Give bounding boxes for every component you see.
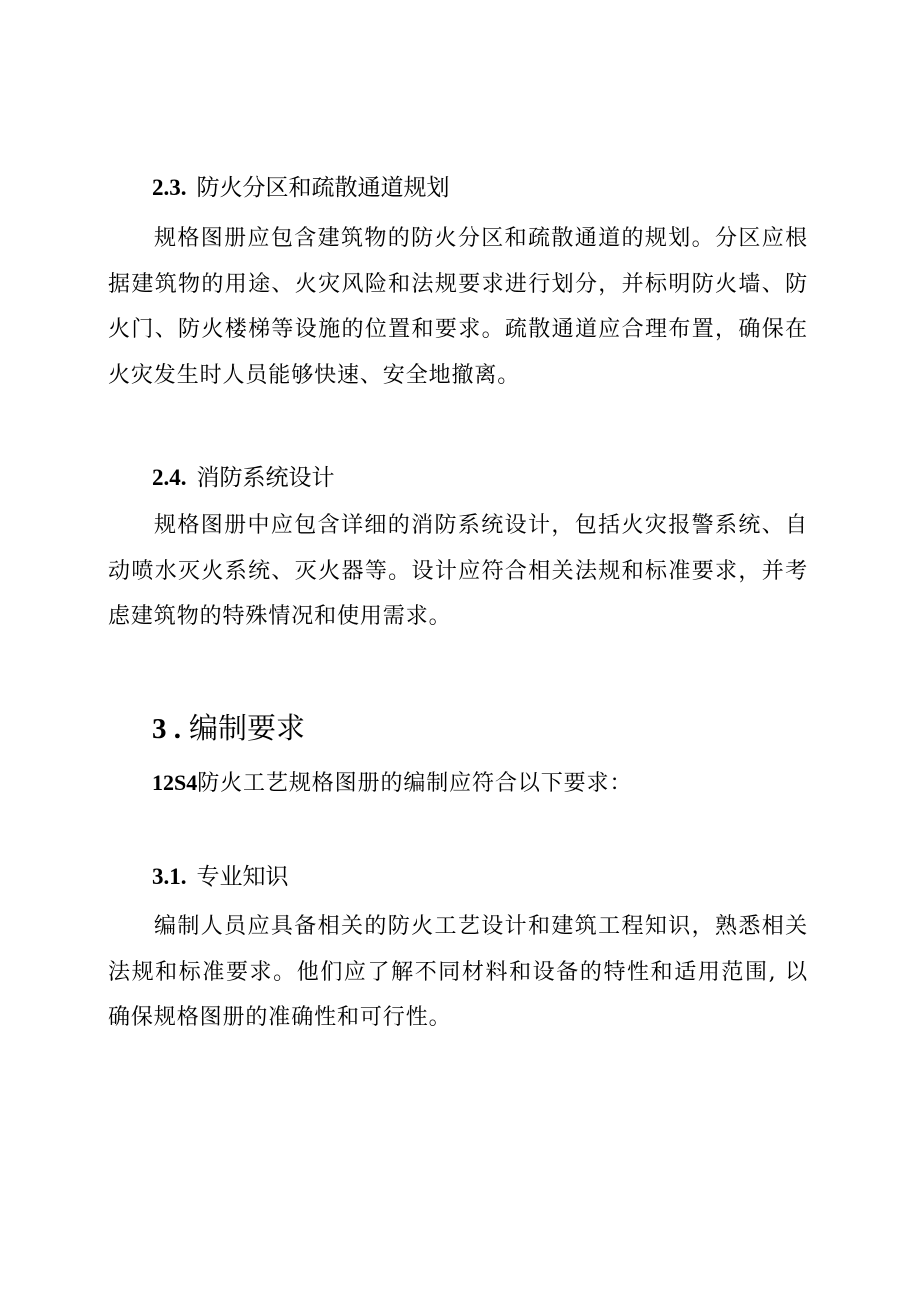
section-3-heading — [152, 710, 305, 747]
section-2-4-body: 规格图册中应包含详细的消防系统设计，包括火灾报警系统、自动喷水灭火系统、灭火器等。设计应符合相关法规和标准要求，并考虑建筑物的特殊情况和使用需求。 — [108, 513, 808, 629]
section-3-intro-text: 防火工艺规格图册的编制应符合以下要求： — [197, 771, 633, 796]
section-3-title: 编制要求 — [189, 711, 306, 745]
section-3-intro — [152, 768, 632, 799]
section-2-3-body: 规格图册应包含建筑物的防火分区和疏散通道的规划。分区应根据建筑物的用途、火灾风险和法规要求进行划分，并标明防火墙、防火门、防火楼梯等设施的位置和要求。疏散通道应合理布置，确保在火灾发生时人员能够快速、安全地撤离。 — [108, 226, 808, 388]
section-2-4-title: 消防系统设计 — [196, 465, 335, 491]
section-2-3-heading — [152, 173, 450, 203]
section-2-4-heading — [152, 463, 335, 493]
section-2-3-title: 防火分区和疏散通道规划 — [196, 175, 450, 201]
section-3-1-title: 专业知识 — [196, 864, 289, 890]
section-3-number: 3 . — [152, 713, 181, 745]
section-3-1-body: 编制人员应具备相关的防火工艺设计和建筑工程知识，熟悉相关法规和标准要求。他们应了解不同材料和设备的特性和适用范围, 以确保规格图册的准确性和可行性。 — [108, 914, 808, 1030]
section-2-4-number: 2.4. — [152, 465, 187, 490]
section-3-1-number: 3.1. — [152, 864, 187, 889]
section-3-intro-code: 12S4 — [152, 770, 198, 795]
section-3-1-heading — [152, 862, 289, 892]
section-2-3-number: 2.3. — [152, 175, 187, 200]
